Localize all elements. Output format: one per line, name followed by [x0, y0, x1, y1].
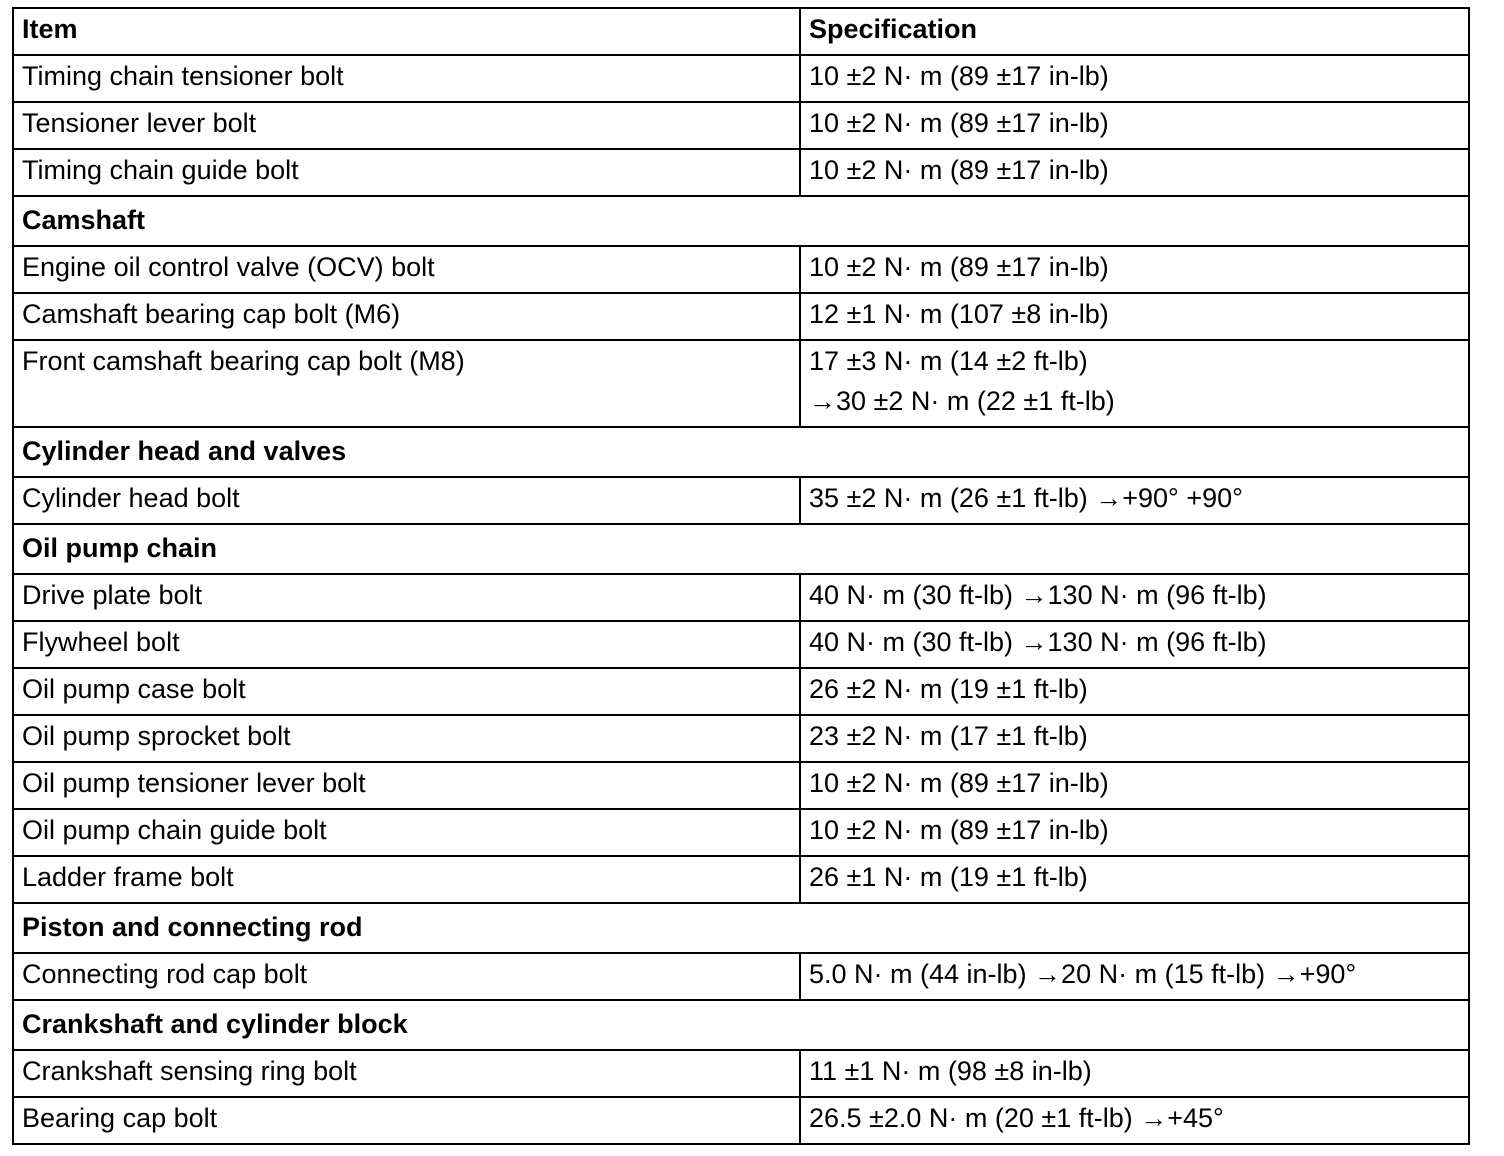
- specification-cell: [800, 809, 1469, 856]
- table-row: [13, 1097, 1469, 1144]
- table-row: [13, 477, 1469, 524]
- specification-line: 5.0 N· m (44 in-lb) →20 N· m (15 ft-lb) →+90°: [809, 959, 1357, 989]
- table-header-row: [13, 8, 1469, 55]
- specification-cell: [800, 762, 1469, 809]
- specification-line: 26 ±1 N· m (19 ±1 ft-lb): [809, 862, 1088, 892]
- item-cell: Bearing cap bolt: [13, 1097, 800, 1144]
- table-body: [13, 8, 1469, 1144]
- section-row: [13, 427, 1469, 477]
- header-item: Item: [13, 8, 800, 55]
- specification-cell: [800, 246, 1469, 293]
- item-cell: Oil pump chain guide bolt: [13, 809, 800, 856]
- specification-cell: [800, 1097, 1469, 1144]
- item-cell: Oil pump tensioner lever bolt: [13, 762, 800, 809]
- specification-line: 35 ±2 N· m (26 ±1 ft-lb) →+90° +90°: [809, 483, 1243, 513]
- specification-cell: [800, 953, 1469, 1000]
- table-row: [13, 246, 1469, 293]
- item-cell: Camshaft bearing cap bolt (M6): [13, 293, 800, 340]
- table-row: [13, 1050, 1469, 1097]
- item-cell: Cylinder head bolt: [13, 477, 800, 524]
- table-row: [13, 621, 1469, 668]
- table-row: [13, 762, 1469, 809]
- specification-line: 10 ±2 N· m (89 ±17 in-lb): [809, 108, 1109, 138]
- specification-cell: [800, 149, 1469, 196]
- specification-cell: [800, 340, 1469, 427]
- section-row: [13, 1000, 1469, 1050]
- table-row: [13, 715, 1469, 762]
- specification-line: 40 N· m (30 ft-lb) →130 N· m (96 ft-lb): [809, 580, 1267, 610]
- section-title: Camshaft: [13, 196, 1469, 246]
- header-specification: Specification: [800, 8, 1469, 55]
- specification-line: 10 ±2 N· m (89 ±17 in-lb): [809, 252, 1109, 282]
- specification-cell: [800, 55, 1469, 102]
- specification-cell: [800, 668, 1469, 715]
- specification-cell: [800, 293, 1469, 340]
- item-cell: Flywheel bolt: [13, 621, 800, 668]
- specification-line: 26.5 ±2.0 N· m (20 ±1 ft-lb) →+45°: [809, 1103, 1224, 1133]
- specification-line: 10 ±2 N· m (89 ±17 in-lb): [809, 155, 1109, 185]
- specification-cell: [800, 715, 1469, 762]
- specification-cell: [800, 621, 1469, 668]
- table-row: [13, 953, 1469, 1000]
- specification-cell: [800, 574, 1469, 621]
- item-cell: Crankshaft sensing ring bolt: [13, 1050, 800, 1097]
- section-title: Piston and connecting rod: [13, 903, 1469, 953]
- specification-line: 11 ±1 N· m (98 ±8 in-lb): [809, 1056, 1092, 1086]
- item-cell: Oil pump case bolt: [13, 668, 800, 715]
- specification-cell: [800, 477, 1469, 524]
- item-cell: Oil pump sprocket bolt: [13, 715, 800, 762]
- specification-line: 26 ±2 N· m (19 ±1 ft-lb): [809, 674, 1088, 704]
- specification-line: 23 ±2 N· m (17 ±1 ft-lb): [809, 721, 1088, 751]
- section-title: Oil pump chain: [13, 524, 1469, 574]
- item-cell: Drive plate bolt: [13, 574, 800, 621]
- table-row: [13, 856, 1469, 903]
- item-cell: Tensioner lever bolt: [13, 102, 800, 149]
- specification-line: 10 ±2 N· m (89 ±17 in-lb): [809, 815, 1109, 845]
- specification-line: 17 ±3 N· m (14 ±2 ft-lb): [809, 346, 1088, 376]
- specification-line: 12 ±1 N· m (107 ±8 in-lb): [809, 299, 1109, 329]
- section-row: [13, 524, 1469, 574]
- table-row: [13, 340, 1469, 427]
- item-cell: Engine oil control valve (OCV) bolt: [13, 246, 800, 293]
- specification-cell: [800, 856, 1469, 903]
- item-cell: Connecting rod cap bolt: [13, 953, 800, 1000]
- table-row: [13, 102, 1469, 149]
- table-row: [13, 149, 1469, 196]
- specification-line: 40 N· m (30 ft-lb) →130 N· m (96 ft-lb): [809, 627, 1267, 657]
- section-row: [13, 903, 1469, 953]
- torque-spec-table: [12, 7, 1470, 1145]
- section-row: [13, 196, 1469, 246]
- specification-line: →30 ±2 N· m (22 ±1 ft-lb): [809, 386, 1115, 416]
- specification-cell: [800, 1050, 1469, 1097]
- table-row: [13, 668, 1469, 715]
- item-cell: Timing chain guide bolt: [13, 149, 800, 196]
- section-title: Cylinder head and valves: [13, 427, 1469, 477]
- specification-line: 10 ±2 N· m (89 ±17 in-lb): [809, 61, 1109, 91]
- table-row: [13, 574, 1469, 621]
- table-row: [13, 55, 1469, 102]
- item-cell: Front camshaft bearing cap bolt (M8): [13, 340, 800, 427]
- table-row: [13, 293, 1469, 340]
- item-cell: Ladder frame bolt: [13, 856, 800, 903]
- specification-line: 10 ±2 N· m (89 ±17 in-lb): [809, 768, 1109, 798]
- section-title: Crankshaft and cylinder block: [13, 1000, 1469, 1050]
- item-cell: Timing chain tensioner bolt: [13, 55, 800, 102]
- table-row: [13, 809, 1469, 856]
- specification-cell: [800, 102, 1469, 149]
